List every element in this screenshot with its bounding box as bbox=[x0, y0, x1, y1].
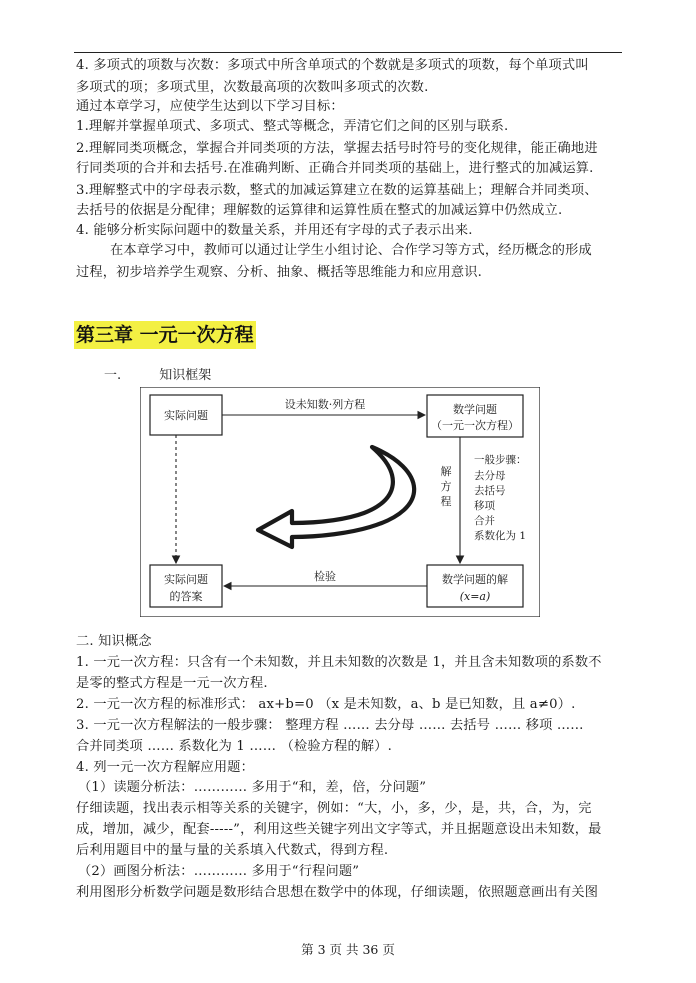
arrow-bottom-label: 检验 bbox=[314, 570, 336, 583]
section-2-heading: 二. 知识概念 bbox=[76, 634, 152, 649]
box-real-answer-line-1: 实际问题 bbox=[164, 573, 208, 586]
side-label-2: 方 bbox=[440, 480, 452, 493]
section-1-title: 知识框架 bbox=[159, 368, 212, 383]
concept-3-line-1: 3. 一元一次方程解法的一般步骤： 整理方程 …… 去分母 …… 去括号 …… 移项 …… bbox=[76, 718, 584, 733]
step-3: 移项 bbox=[474, 500, 495, 512]
goal-3-line-1: 3.理解整式中的字母表示数，整式的加减运算建立在数的运算基础上；理解合并同类项、 bbox=[76, 183, 598, 198]
steps-heading: 一般步骤： bbox=[474, 454, 527, 466]
knowledge-framework-diagram bbox=[140, 387, 540, 617]
intro-line-2: 多项式的项；多项式里，次数最高项的次数叫多项式的次数. bbox=[76, 80, 429, 95]
section-1-heading bbox=[104, 364, 211, 383]
concept-4: 4. 列一元一次方程解应用题： bbox=[76, 760, 255, 775]
goal-2-line-1: 2.理解同类项概念，掌握合并同类项的方法，掌握去括号时符号的变化规律，能正确地进 bbox=[76, 141, 598, 156]
curved-hollow-arrow bbox=[258, 447, 414, 547]
side-label-1: 解 bbox=[440, 465, 452, 478]
method-2-line-1: 利用图形分析数学问题是数形结合思想在数学中的体现，仔细读题，依照题意画出有关图 bbox=[76, 885, 599, 900]
method-2-title: （2）画图分析法：………… 多用于“行程问题” bbox=[78, 864, 360, 879]
header-rule bbox=[74, 52, 622, 53]
goal-4: 4. 能够分析实际问题中的数量关系，并用还有字母的式子表示出来. bbox=[76, 223, 473, 238]
step-4: 合并 bbox=[474, 515, 495, 527]
arrow-top-label: 设未知数·列方程 bbox=[284, 398, 366, 411]
concept-1-line-1: 1. 一元一次方程：只含有一个未知数，并且未知数的次数是 1，并且含未知数项的系数不 bbox=[76, 655, 602, 670]
intro-line-1: 4. 多项式的项数与次数：多项式中所含单项式的个数就是多项式的项数，每个单项式叫 bbox=[76, 58, 589, 73]
box-real-answer-line-2: 的答案 bbox=[169, 590, 203, 603]
method-1-line-3: 后利用题目中的量与量的关系填入代数式，得到方程. bbox=[76, 843, 389, 858]
method-1-title: （1）读题分析法：………… 多用于“和，差，倍，分问题” bbox=[78, 780, 427, 795]
goal-2-line-2: 行同类项的合并和去括号.在准确判断、正确合并同类项的基础上，进行整式的加减运算. bbox=[76, 161, 594, 176]
method-1-line-2: 成，增加，减少，配套-----”，利用这些关键字列出文字等式，并且据题意设出未知数，最 bbox=[76, 822, 602, 837]
teaching-note-line-1: 在本章学习中，教师可以通过让学生小组讨论、合作学习等方式，经历概念的形成 bbox=[110, 243, 592, 258]
section-1-number: 一. bbox=[104, 368, 122, 383]
chapter-title: 第三章 一元一次方程 bbox=[74, 321, 256, 349]
intro-line-3: 通过本章学习，应使学生达到以下学习目标： bbox=[76, 99, 344, 114]
method-1-line-1: 仔细读题，找出表示相等关系的关键字，例如：“大，小，多，少，是，共，合，为，完 bbox=[76, 801, 592, 816]
step-1: 去分母 bbox=[474, 470, 506, 482]
goal-3-line-2: 去括号的依据是分配律；理解数的运算律和运算性质在整式的加减运算中仍然成立. bbox=[76, 203, 563, 218]
page-footer: 第 3 页 共 36 页 bbox=[301, 942, 395, 957]
box-math-problem-label: 数学问题 bbox=[453, 403, 497, 416]
concept-3-line-2: 合并同类项 …… 系数化为 1 …… （检验方程的解）. bbox=[76, 739, 393, 754]
box-math-solution-line-2: (x=a) bbox=[459, 590, 491, 603]
concept-2: 2. 一元一次方程的标准形式： ax+b=0 （x 是未知数，a、b 是已知数，且 a≠0）. bbox=[76, 697, 576, 712]
step-5: 系数化为 1 bbox=[474, 530, 527, 542]
side-label-3: 程 bbox=[440, 495, 452, 508]
goal-1: 1.理解并掌握单项式、多项式、整式等概念，弄清它们之间的区别与联系. bbox=[76, 119, 509, 134]
concept-1-line-2: 是零的整式方程是一元一次方程. bbox=[76, 676, 268, 691]
teaching-note-line-2: 过程，初步培养学生观察、分析、抽象、概括等思维能力和应用意识. bbox=[76, 265, 483, 280]
box-real-problem-label: 实际问题 bbox=[164, 409, 208, 422]
box-math-solution-line-1: 数学问题的解 bbox=[442, 573, 508, 586]
step-2: 去括号 bbox=[474, 485, 506, 497]
box-math-problem-sub: （一元一次方程） bbox=[431, 419, 519, 432]
